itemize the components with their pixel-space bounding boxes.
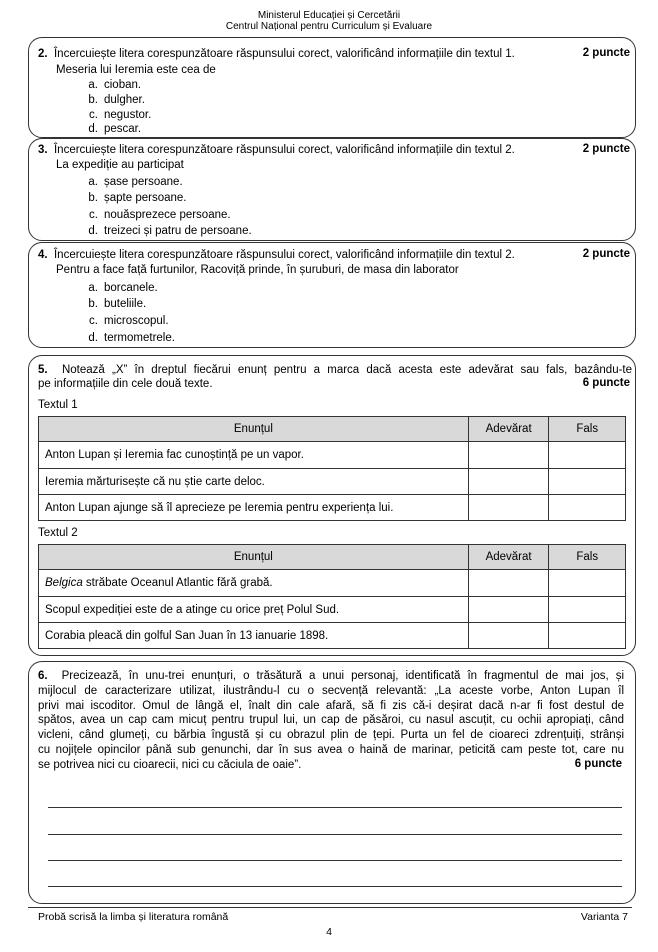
- col-header-adevarat: Adevărat: [468, 545, 549, 570]
- ship-name: Belgica: [45, 577, 83, 589]
- statement-cell: Corabia pleacă din golful San Juan în 13 ianuarie 1898.: [39, 623, 469, 649]
- question-2-points: 2 puncte: [582, 47, 630, 59]
- question-2-instruction: [38, 47, 630, 62]
- text-1-label: Textul 1: [38, 399, 78, 411]
- false-cell[interactable]: [549, 597, 626, 623]
- question-4-instruction: [38, 248, 630, 263]
- table-row: [39, 570, 626, 597]
- question-2-option-d[interactable]: d. pescar.: [88, 123, 142, 135]
- question-5-instruction-line1: [38, 363, 632, 378]
- statement-cell: Scopul expediției este de a atinge cu orice preț Polul Sud.: [39, 597, 469, 623]
- true-cell[interactable]: [468, 442, 549, 469]
- statement-cell: Ieremia mărturisește că nu știe carte deloc.: [39, 469, 469, 495]
- question-4-stem: Pentru a face față furtunilor, Racoviță prinde, în șuruburi, de masa din laborator: [56, 264, 459, 276]
- question-5-points: 6 puncte: [582, 377, 630, 389]
- question-6-line1: 6. Precizează, în unu-trei enunțuri, o trăsătură a unui personaj, identificată în fragmentul de mai jos, și: [38, 670, 625, 682]
- question-3-stem: La expediție au participat: [56, 159, 184, 171]
- true-cell[interactable]: [468, 597, 549, 623]
- question-3-option-c[interactable]: c. nouăsprezece persoane.: [89, 209, 231, 221]
- question-6-line5: vicleni, când glumeți, cu bărbia îngustă și cu obrazul plin de țepi. Purta un fel de cioareci zdrențuiți, strânși: [38, 729, 624, 741]
- question-6-line4: spătos, avea un cap cam micuț pentru trupul lui, un cap de păsăroi, cu nasul ascuțit, cu ochii apropiați, când: [38, 714, 624, 726]
- question-6-line3: privi mai iscoditor. Omul de lângă el, înalt din cale afară, să fi zis că-i deșirat dacă n-ar fi fost destul de: [38, 700, 624, 712]
- col-header-enunt: Enunțul: [39, 417, 469, 442]
- question-2-number: 2.: [38, 48, 48, 60]
- question-5-text1: Notează „X” în dreptul fiecărui enunț pentru a marca dacă acesta este adevărat sau fals, bazându-te: [61, 364, 633, 376]
- question-2-option-a[interactable]: a. cioban.: [88, 79, 142, 91]
- question-4-option-d[interactable]: d. termometrele.: [88, 332, 175, 344]
- table-text-1: [38, 416, 626, 521]
- footer-variant: Varianta 7: [580, 911, 628, 923]
- question-3-text: Încercuiește litera corespunzătoare răspunsului corect, valorificând informațiile din textul 2.: [53, 144, 515, 156]
- question-5-text2: pe informațiile din cele două texte.: [38, 378, 213, 390]
- table-row: [39, 469, 626, 495]
- header-ministry: Ministerul Educației și Cercetării: [257, 10, 401, 21]
- header-center: Centrul Național pentru Curriculum și Evaluare: [225, 21, 433, 32]
- table-row: [39, 623, 626, 649]
- page-number: 4: [326, 926, 332, 938]
- question-6-points: 6 puncte: [574, 758, 622, 770]
- false-cell[interactable]: [549, 469, 626, 495]
- true-cell[interactable]: [468, 495, 549, 521]
- question-4-option-b[interactable]: b. buteliile.: [88, 298, 147, 310]
- statement-cell: Anton Lupan și Ieremia fac cunoștință pe un vapor.: [39, 442, 469, 469]
- true-cell[interactable]: [468, 469, 549, 495]
- question-3-option-b[interactable]: b. șapte persoane.: [88, 192, 187, 204]
- question-2-stem: Meseria lui Ieremia este cea de: [56, 64, 216, 76]
- question-3-option-d[interactable]: d. treizeci și patru de persoane.: [88, 225, 252, 237]
- question-2-option-c[interactable]: c. negustor.: [89, 109, 152, 121]
- table-text-2: [38, 544, 626, 649]
- question-6-line6: cu nojițele opincilor până sub genunchi, dar în sus avea o haină de marinar, peticită cam peste tot, care nu: [38, 744, 624, 756]
- question-4-option-c[interactable]: c. microscopul.: [89, 315, 169, 327]
- question-5-number: 5.: [38, 364, 48, 376]
- question-3-option-a[interactable]: a. șase persoane.: [88, 176, 183, 188]
- question-3-number: 3.: [38, 144, 48, 156]
- table-row: [39, 495, 626, 521]
- statement-cell: Anton Lupan ajunge să îl aprecieze pe Ieremia pentru experiența lui.: [39, 495, 469, 521]
- text-2-label: Textul 2: [38, 527, 78, 539]
- false-cell[interactable]: [549, 442, 626, 469]
- false-cell[interactable]: [549, 570, 626, 597]
- col-header-fals: Fals: [549, 417, 626, 442]
- question-2-text: Încercuiește litera corespunzătoare răspunsului corect, valorificând informațiile din textul 1.: [53, 48, 515, 60]
- answer-line-4[interactable]: [48, 886, 622, 887]
- col-header-fals: Fals: [549, 545, 626, 570]
- answer-line-1[interactable]: [48, 807, 622, 808]
- question-3-instruction: [38, 143, 630, 158]
- answer-line-2[interactable]: [48, 834, 622, 835]
- false-cell[interactable]: [549, 495, 626, 521]
- true-cell[interactable]: [468, 623, 549, 649]
- question-3-points: 2 puncte: [582, 143, 630, 155]
- col-header-adevarat: Adevărat: [468, 417, 549, 442]
- question-4-option-a[interactable]: a. borcanele.: [88, 282, 158, 294]
- question-2-option-b[interactable]: b. dulgher.: [88, 94, 145, 106]
- table-row: [39, 597, 626, 623]
- true-cell[interactable]: [468, 570, 549, 597]
- question-4-points: 2 puncte: [582, 248, 630, 260]
- answer-line-3[interactable]: [48, 860, 622, 861]
- question-6-number: 6.: [38, 670, 48, 682]
- question-6-line2: mijlocul de caracterizare utilizat, ilustrându-l cu o secvență relevantă: „La aceste vorbe, Anton Lupan îl: [38, 685, 624, 697]
- footer-exam-name: Probă scrisă la limba și literatura română: [38, 911, 229, 923]
- question-4-number: 4.: [38, 249, 48, 261]
- statement-cell: Belgica străbate Oceanul Atlantic fără grabă.: [39, 570, 469, 597]
- footer-rule: [28, 907, 632, 908]
- question-6-line7: se potrivea nici cu cioarecii, nici cu căciula de oaie”.: [38, 759, 302, 771]
- question-4-text: Încercuiește litera corespunzătoare răspunsului corect, valorificând informațiile din textul 2.: [53, 249, 515, 261]
- col-header-enunt: Enunțul: [39, 545, 469, 570]
- false-cell[interactable]: [549, 623, 626, 649]
- table-row: [39, 442, 626, 469]
